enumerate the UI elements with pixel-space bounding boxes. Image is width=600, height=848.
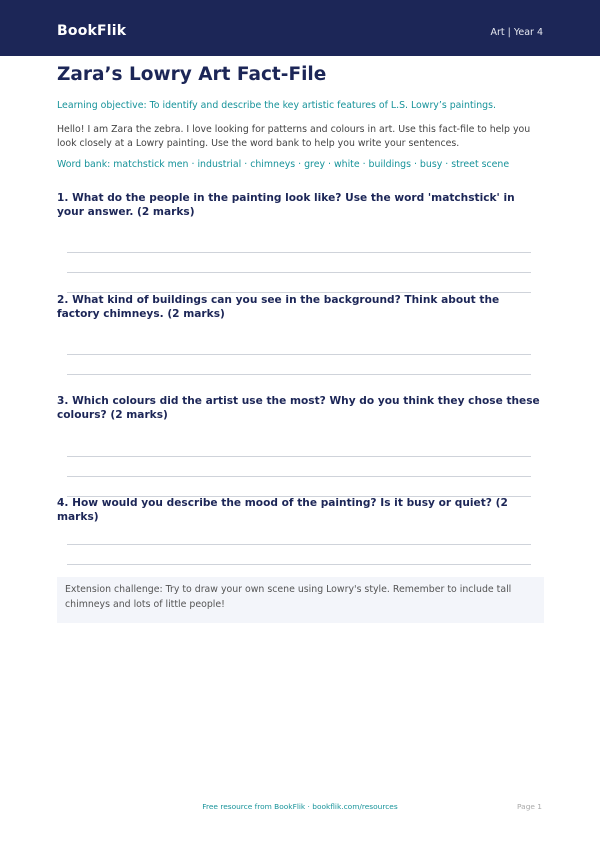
extension-challenge: Extension challenge: Try to draw your own scene using Lowry's style. Remember to include tall chimneys and lots of little people! <box>57 577 544 623</box>
subject-year-label: Art | Year 4 <box>490 27 543 38</box>
learning-objective: Learning objective: To identify and describe the key artistic features of L.S. Lowry’s paintings. <box>57 100 496 111</box>
question-1: 1. What do the people in the painting look like? Use the word 'matchstick' in your answer. (2 marks) <box>57 192 515 218</box>
answer-line[interactable] <box>67 374 531 375</box>
answer-line[interactable] <box>67 564 531 565</box>
answer-line[interactable] <box>67 354 531 355</box>
page-number: Page 1 <box>517 802 542 811</box>
brand-logo: BookFlik <box>57 23 127 39</box>
answer-line[interactable] <box>67 544 531 545</box>
footer-source: Free resource from BookFlik · bookflik.com/resources <box>202 802 398 811</box>
answer-line[interactable] <box>67 272 531 273</box>
question-4: 4. How would you describe the mood of the painting? Is it busy or quiet? (2 marks) <box>57 497 508 523</box>
word-bank: Word bank: matchstick men · industrial · chimneys · grey · white · buildings · busy · street scene <box>57 159 510 170</box>
answer-line[interactable] <box>67 456 531 457</box>
question-2: 2. What kind of buildings can you see in the background? Think about the factory chimneys. (2 marks) <box>57 294 500 320</box>
answer-line[interactable] <box>67 476 531 477</box>
intro-text: Hello! I am Zara the zebra. I love looking for patterns and colours in art. Use this fact-file to help you look closely at a Lowry painting. Use the word bank to help you write your sentences. <box>57 124 531 149</box>
page-header <box>0 0 600 56</box>
page-title: Zara’s Lowry Art Fact-File <box>57 64 327 85</box>
question-3: 3. Which colours did the artist use the most? Why do you think they chose these colours? (2 marks) <box>57 395 540 421</box>
answer-line[interactable] <box>67 252 531 253</box>
